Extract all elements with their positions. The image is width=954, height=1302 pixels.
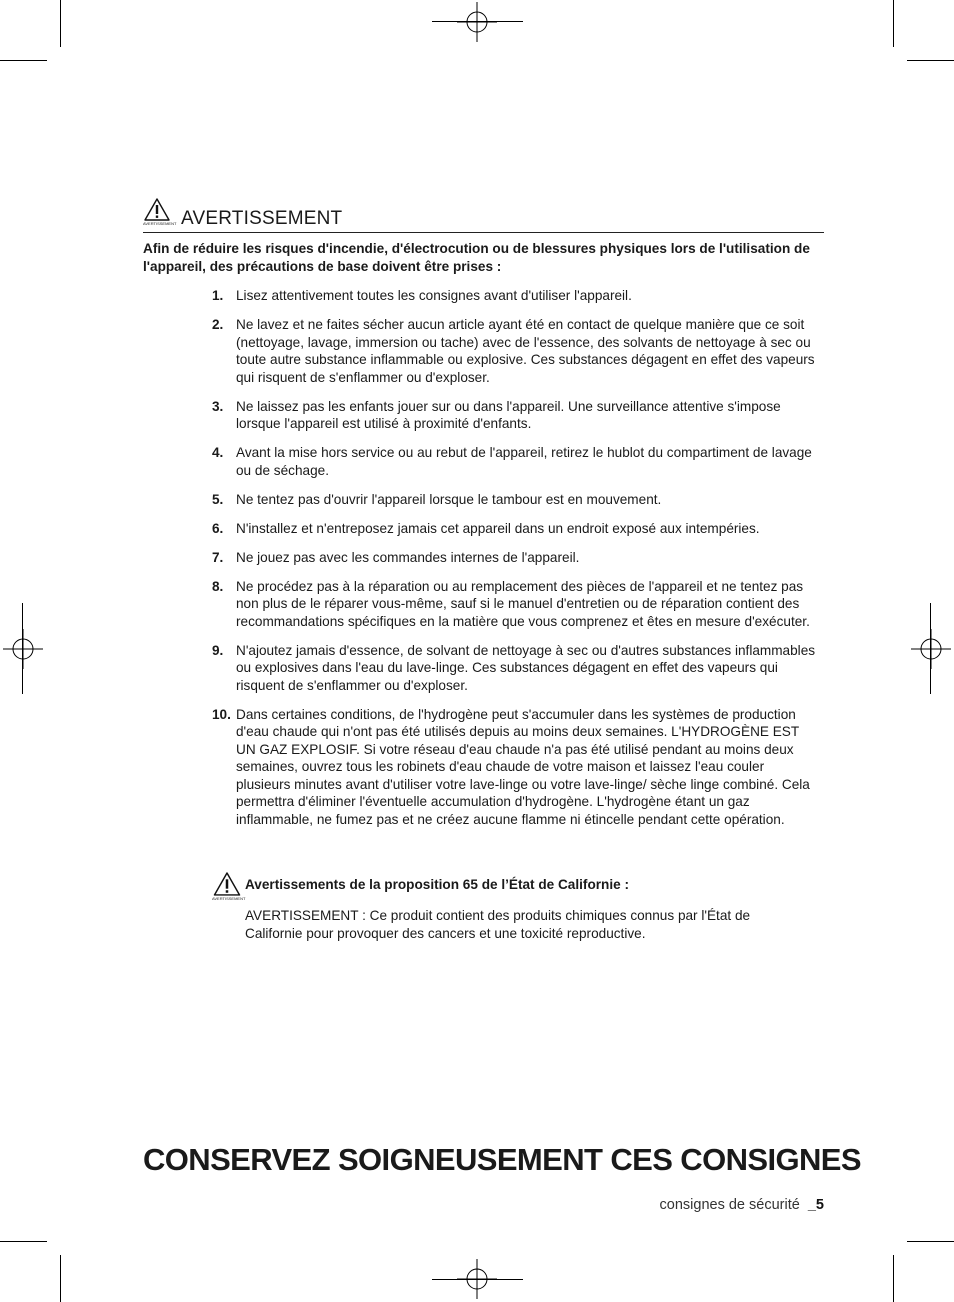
list-item-number: 5.: [212, 491, 224, 507]
instruction-list: [212, 287, 820, 840]
list-item: [212, 578, 820, 631]
crop-mark: [0, 1241, 47, 1242]
list-item-text: Lisez attentivement toutes les consignes avant d'utiliser l'appareil.: [236, 288, 632, 303]
list-item: [212, 287, 820, 305]
list-item: [212, 642, 820, 695]
registration-mark-icon: [457, 1259, 497, 1299]
list-item-number: 10.: [212, 706, 231, 722]
intro-text: Afin de réduire les risques d'incendie, d'électrocution ou de blessures physiques lors de l'utilisation de l'appareil, des précautions de base doivent être prises :: [143, 241, 810, 274]
footer-label: consignes de sécurité: [659, 1197, 800, 1213]
list-item-text: Avant la mise hors service ou au rebut de l'appareil, retirez le hublot du compartiment de lavage ou de séchage.: [236, 445, 812, 478]
list-item-number: 7.: [212, 549, 224, 565]
list-item-text: Ne procédez pas à la réparation ou au remplacement des pièces de l'appareil et ne tentez pas non plus de le réparer vous-même, sauf si le manuel d'entretien ou de réparation contient des recommandations spécifiques en la matière que vous comprenez et êtes en mesure d'exécuter.: [236, 578, 810, 629]
list-item: [212, 398, 820, 433]
list-item-number: 1.: [212, 288, 224, 303]
registration-mark-icon: [457, 2, 497, 42]
warning-icon-label: AVERTISSEMENT: [143, 221, 177, 226]
crop-mark: [893, 1255, 894, 1302]
list-item-number: 6.: [212, 520, 224, 536]
list-item-number: 4.: [212, 445, 224, 460]
warning-triangle-icon: [144, 198, 170, 221]
registration-mark-icon: [911, 629, 951, 669]
list-item-text: N'ajoutez jamais d'essence, de solvant de nettoyage à sec ou d'autres substances inflammables ou explosives dans l'eau du lave-linge. Ces substances dégagent en effet des vapeurs qui risquent de s'enflammer ou d'exploser.: [236, 642, 816, 693]
prop65-title: Avertissements de la proposition 65 de l’État de Californie :: [245, 877, 629, 892]
prop65-text: AVERTISSEMENT : Ce produit contient des produits chimiques connus par l'État de Californie pour provoquer des cancers et une toxicité reproductive.: [245, 908, 751, 941]
list-item-text: Ne tentez pas d'ouvrir l'appareil lorsque le tambour est en mouvement.: [236, 491, 662, 507]
list-item: [212, 316, 820, 386]
crop-mark: [893, 0, 894, 47]
list-item-number: 9.: [212, 642, 224, 658]
crop-mark: [0, 60, 47, 61]
list-item: [212, 549, 820, 567]
section-title: AVERTISSEMENT: [181, 208, 343, 229]
crop-mark: [907, 1241, 954, 1242]
list-item-text: N'installez et n'entreposez jamais cet appareil dans un endroit exposé aux intempéries.: [236, 520, 760, 536]
crop-mark: [60, 1255, 61, 1302]
list-item-text: Ne lavez et ne faites sécher aucun article ayant été en contact de quelque manière que ce soit (nettoyage, lavage, immersion ou tache) avec de l'essence, des solvants de nettoyage à sec ou toute autre substance inflammable ou explosive. Ces substances dégagent en effet des vapeurs qui risquent de s'enflammer ou d'exploser.: [236, 317, 815, 385]
list-item-text: Ne jouez pas avec les commandes internes de l'appareil.: [236, 549, 580, 565]
list-item: [212, 520, 820, 538]
list-item: [212, 444, 820, 479]
page-title: CONSERVEZ SOIGNEUSEMENT CES CONSIGNES: [143, 1142, 861, 1177]
list-item: [212, 491, 820, 509]
list-item: [212, 706, 820, 829]
section-header: [143, 196, 824, 233]
crop-mark: [907, 60, 954, 61]
list-item-number: 8.: [212, 578, 224, 594]
list-item-text: Ne laissez pas les enfants jouer sur ou dans l'appareil. Une surveillance attentive s'impose lorsque l'appareil est utilisé à proximité d'enfants.: [236, 398, 781, 431]
crop-mark: [60, 0, 61, 47]
list-item-number: 3.: [212, 398, 224, 414]
warning-triangle-icon: [213, 872, 241, 896]
warning-icon-label: AVERTISSEMENT: [212, 896, 246, 901]
list-item-text: Dans certaines conditions, de l'hydrogène peut s'accumuler dans les systèmes de production d'eau chaude qui n'ont pas été utilisés depuis au moins deux semaines. L'HYDROGÈNE EST UN GAZ EXPLOSIF. Si votre réseau d'eau chaude n'a pas été utilisé pendant au moins deux semaines, ouvrez tous les robinets d'eau chaude de votre maison et laissez l'eau couler plusieurs minutes avant d'utiliser votre lave-linge ou votre lave-linge/ sèche linge combiné. Cela permettra d'éliminer l'éventuelle accumulation d'hydrogène. L'hydrogène étant un gaz inflammable, ne fumez pas et ne créez aucune flamme ni étincelle pendant cette opération.: [236, 706, 810, 827]
page-number: _5: [807, 1197, 824, 1213]
warning-icon: [143, 198, 177, 226]
warning-icon: [212, 872, 246, 901]
page-footer: [660, 1197, 824, 1213]
registration-mark-icon: [3, 629, 43, 669]
list-item-number: 2.: [212, 317, 224, 332]
